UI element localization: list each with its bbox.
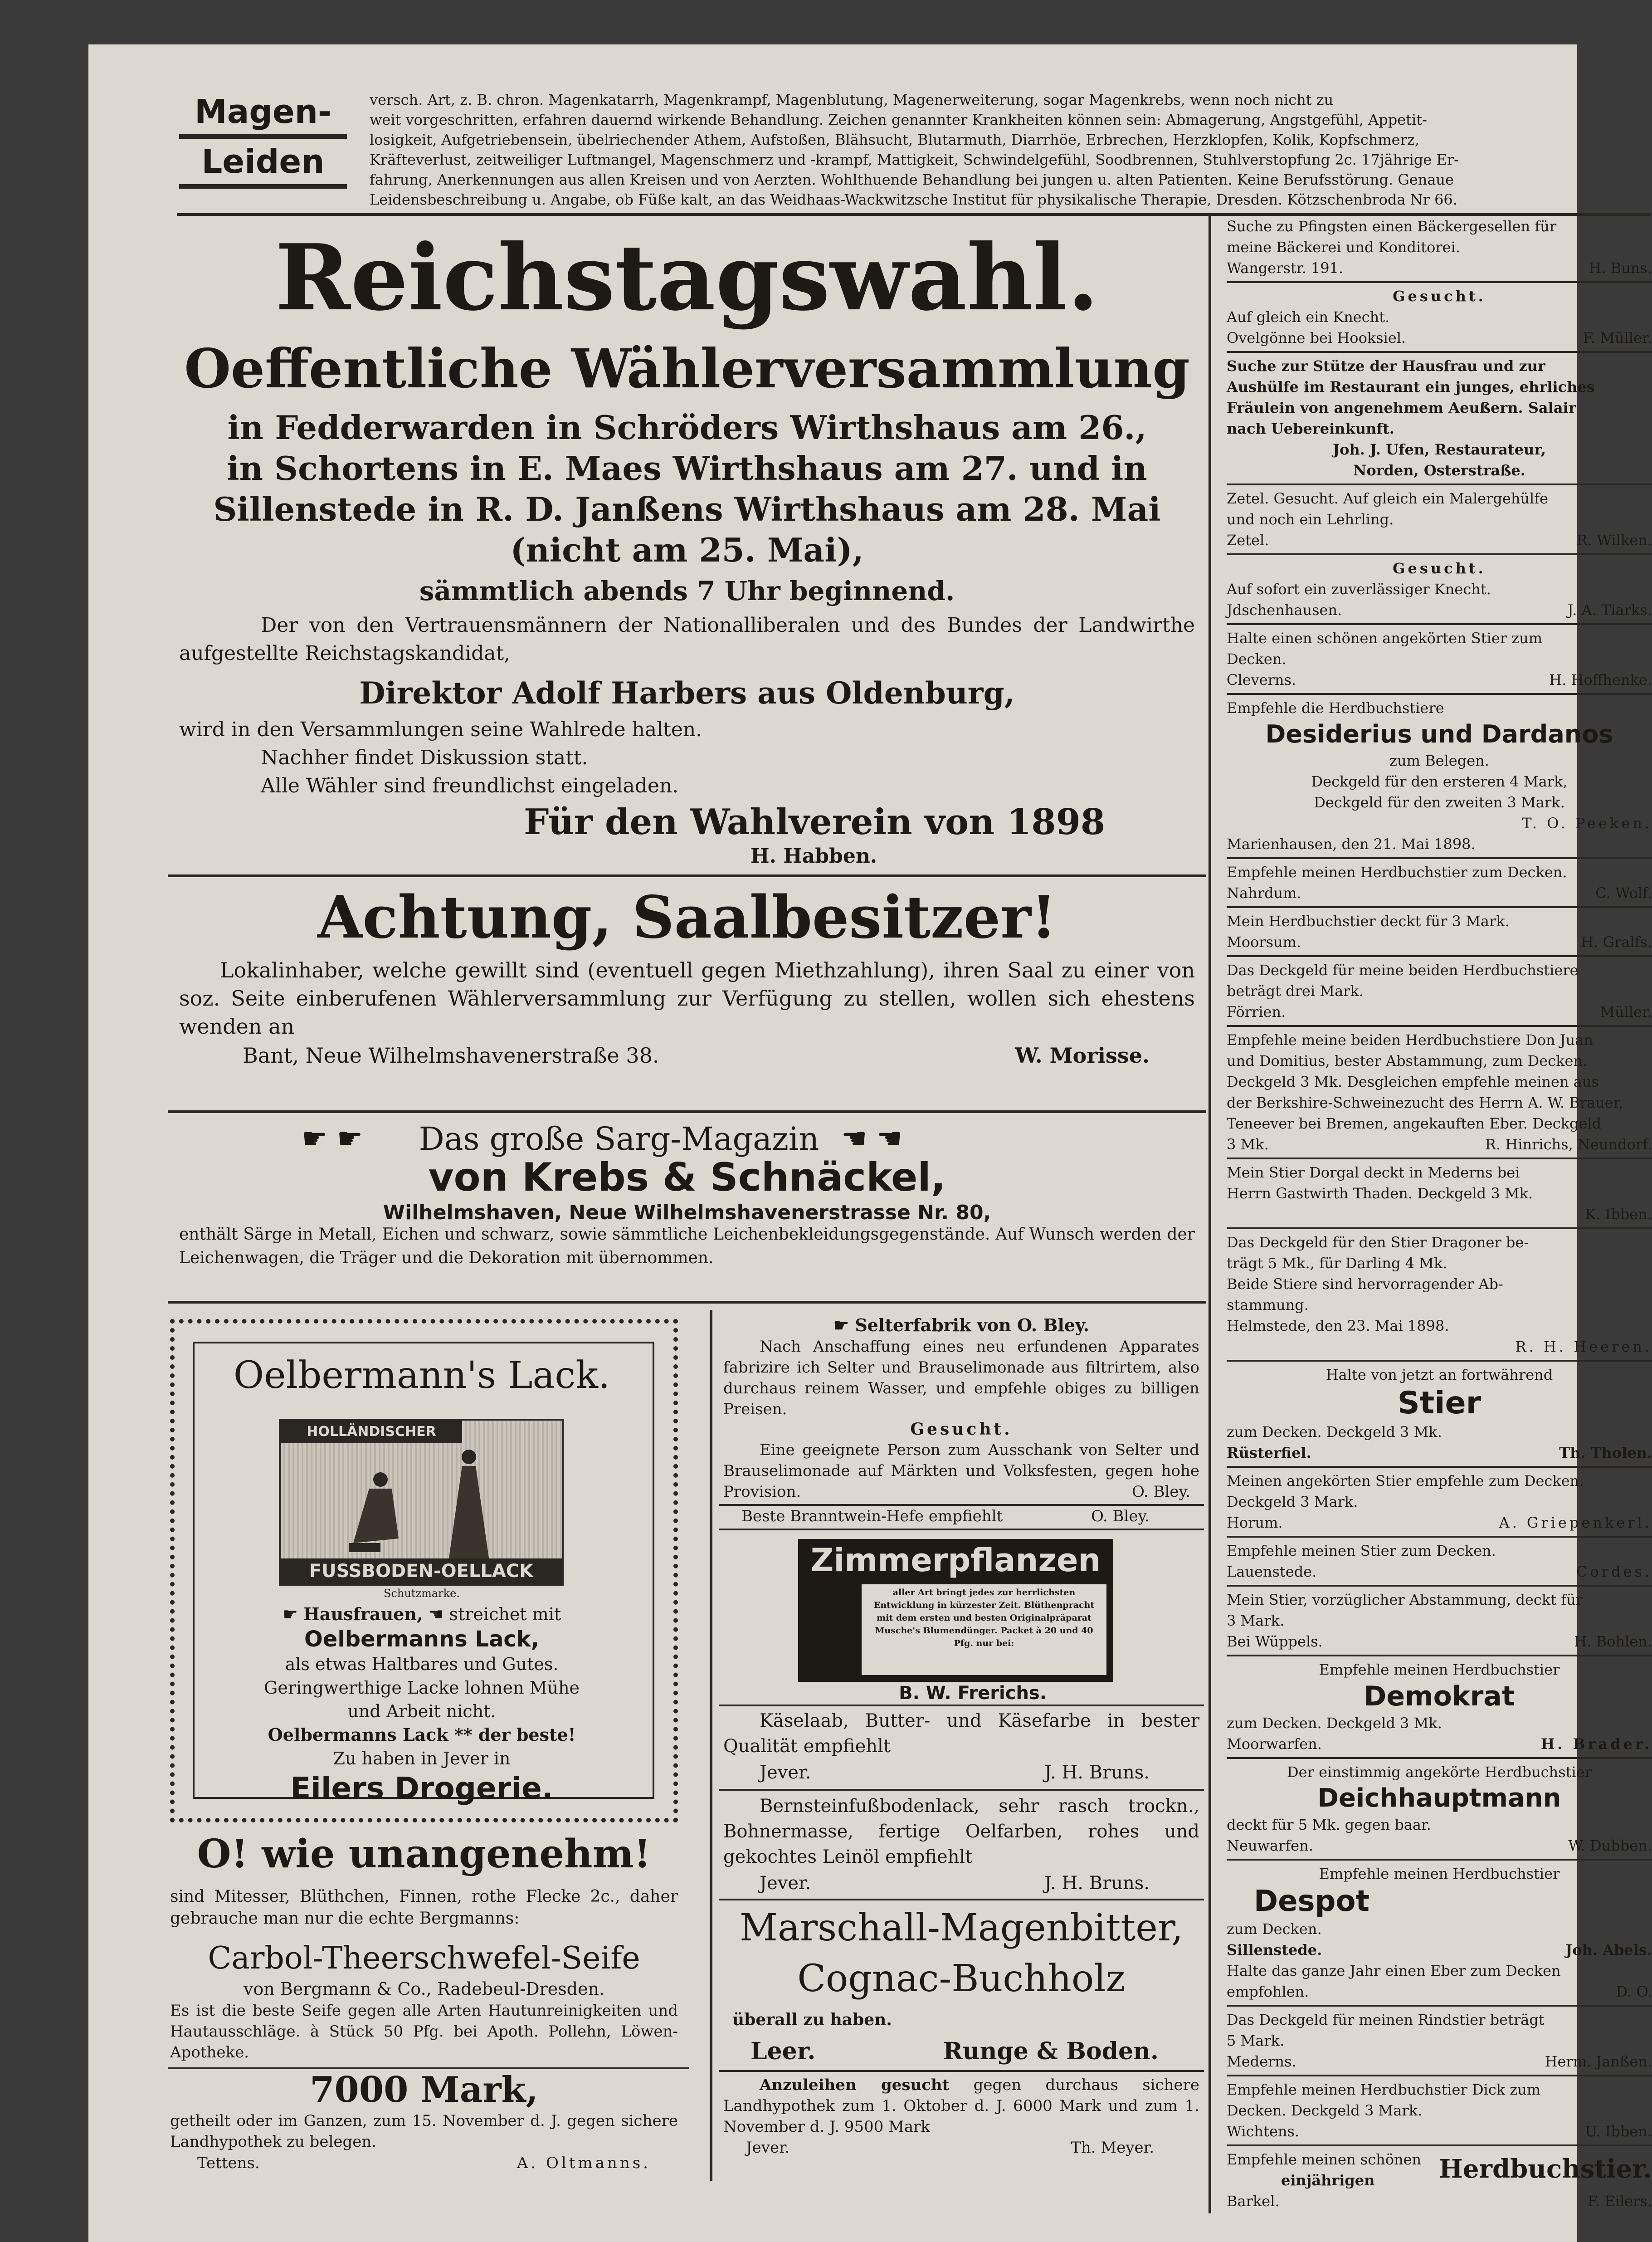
ad-name: H. Brader.: [1541, 1735, 1652, 1753]
magen-line: Leidensbeschreibung u. Angabe, ob Füße kalt, an das Weidhaas-Wackwitzsche Institut für physikalische Therapie, Dresden. Kötzschenbroda Nr 66.: [370, 191, 1457, 208]
ad-name: K. Ibben.: [1585, 1206, 1652, 1223]
lack-img-bottom: FUSSBODEN-OELLACK: [281, 1558, 562, 1584]
ad-eilers: [1227, 2149, 1652, 2212]
bruns1-body: Käselaab, Butter- und Käsefarbe in bester Qualität empfiehlt: [723, 1710, 1199, 1757]
ad-name: Joh. Abels.: [1565, 1941, 1652, 1959]
ad-line: Der einstimmig angekörte Herdbuchstier: [1287, 1763, 1592, 1781]
seife-body2: Es ist die beste Seife gegen alle Arten Hautunreinigkeiten und Hautausschläge. à Stück 50 Pfg. bei Apoth. Pollehn, Löwen-Apotheke.: [170, 2002, 678, 2061]
ad-footer: [1227, 1512, 1652, 1533]
ad-line: trägt 5 Mk., für Darling 4 Mk.: [1227, 1255, 1447, 1272]
ad-big: Herdbuchstier.: [1438, 2154, 1652, 2184]
ad-name: D. O.: [1616, 1983, 1652, 2000]
bruns1-place: Jever.: [760, 1762, 811, 1783]
ad-name: R. H. Heeren.: [1515, 1338, 1652, 1355]
bley-hefe-name: O. Bley.: [1091, 1507, 1150, 1525]
ad-separator: [1227, 1227, 1652, 1229]
lack-line-3: als etwas Haltbares und Gutes.: [285, 1654, 559, 1674]
ad-line: Deckgeld für den zweiten 3 Mark.: [1314, 794, 1565, 811]
lack-img-top: HOLLÄNDISCHER: [281, 1421, 462, 1443]
ad-separator: [1227, 1655, 1652, 1656]
lack-line-7: Zu haben in Jever in: [333, 1749, 511, 1768]
ad-name: C. Wolf.: [1595, 884, 1652, 902]
ad-place: Nahrdum.: [1227, 884, 1301, 902]
ad-place: Ovelgönne bei Hooksiel.: [1227, 329, 1406, 347]
ad-line: Auf gleich ein Knecht.: [1227, 308, 1390, 326]
ad-heeren: [1227, 1232, 1652, 1357]
wahl-subtitle: Oeffentliche Wählerversammlung: [184, 337, 1190, 400]
ad-place: zum Decken.: [1227, 1920, 1322, 1938]
ad-footer: [1227, 1001, 1652, 1022]
ad-line: Beide Stiere sind hervorragender Ab-: [1227, 1275, 1503, 1293]
magen-line: fahrung, Anerkennungen aus allen Kreisen und von Aerzten. Wohlthuende Behandlung bei jungen u. alten Patienten. Keine Berufsstörung. Genaue: [370, 171, 1454, 188]
meyer-name: Th. Meyer.: [1071, 2139, 1154, 2157]
ad-dubben: [1227, 1762, 1652, 1856]
ad-separator: [1227, 484, 1652, 485]
ad-wilken: [1227, 488, 1652, 551]
sarg-body: enthält Särge in Metall, Eichen und schwarz, sowie sämmtliche Leichenbekleidungsgegenstände. Auf Wunsch werden der Leichenwagen, die Träger und die Dekoration mit übernommen.: [179, 1225, 1195, 1267]
ad-line: 3 Mk.: [1227, 1136, 1269, 1153]
ad-separator: [1227, 351, 1652, 353]
ad-line: und noch ein Lehrling.: [1227, 511, 1394, 528]
ad-footer: [1227, 1442, 1652, 1463]
ad-peeken: [1227, 698, 1652, 855]
mark7000-place: Tettens.: [197, 2154, 260, 2172]
ad-place: zum Decken. Deckgeld 3 Mk.: [1227, 1423, 1442, 1441]
bitter-line-3: überall zu haben.: [732, 2010, 892, 2029]
ad-mueller: [1227, 286, 1652, 348]
ad-line: meine Bäckerei und Konditorei.: [1227, 239, 1460, 256]
ad-footer: [1227, 1134, 1652, 1155]
ad-separator: [1227, 2005, 1652, 2007]
ad-line: Fräulein von angenehmem Aeußern. Salair: [1227, 399, 1576, 416]
ad-head: Gesucht.: [1393, 560, 1486, 577]
ad-place: Sillenstede.: [1227, 1941, 1322, 1959]
ad-footer: [1227, 327, 1652, 348]
ad-sign: T. O. Peeken.: [1522, 815, 1652, 832]
magen-body: [370, 90, 1648, 210]
ad-separator: [1227, 2075, 1652, 2076]
ad-name: J. A. Tiarks.: [1567, 601, 1652, 619]
bley-body: Nach Anschaffung eines neu erfundenen Apparates fabrizire ich Selter und Brauselimonade aus filtrirtem, also durchaus reinem Wasser, und empfehle obiges zu billigen Preisen.: [723, 1338, 1199, 1418]
lack-text: [197, 1602, 646, 1807]
wahl-line: in Fedderwarden in Schröders Wirthshaus am 26.,: [227, 408, 1147, 447]
ad-footer: [1227, 600, 1652, 620]
ad-brader: [1227, 1659, 1652, 1754]
hand-icon-left: ☛ ☛: [302, 1122, 363, 1156]
seife-body: sind Mitesser, Blüthchen, Finnen, rothe Flecke 2c., daher gebrauche man nur die echte Bergmanns:: [170, 1887, 678, 1928]
mark7000-body: getheilt oder im Ganzen, zum 15. November d. J. gegen sichere Landhypothek zu belegen.: [170, 2112, 678, 2151]
saal-body: Lokalinhaber, welche gewillt sind (eventuell gegen Miethzahlung), ihren Saal zu einer von soz. Seite einberufenen Wählerversammlung zur Verfügung zu stellen, wollen sich ehestens wenden an: [179, 958, 1195, 1039]
ad-eber: [1227, 1960, 1652, 2002]
ad-line: deckt für 5 Mk. gegen baar.: [1227, 1816, 1431, 1833]
ad-place: Lauenstede.: [1227, 1563, 1317, 1580]
meyer-body: [723, 2075, 1199, 2137]
lack-illustration: [279, 1419, 564, 1586]
mark7000-name: A. Oltmanns.: [517, 2154, 651, 2172]
wahl-sign: H. Habben.: [750, 845, 877, 868]
ad-separator: [1227, 1025, 1652, 1027]
column-divider: [1209, 213, 1211, 2213]
mark7000-title: 7000 Mark,: [310, 2069, 538, 2110]
ad-separator: [1227, 1536, 1652, 1538]
ad-line: 3 Mark.: [1227, 1612, 1285, 1629]
ad-line: Zetel. Gesucht. Auf gleich ein Malergehülfe: [1227, 490, 1549, 507]
ad-separator: [1227, 1585, 1652, 1587]
ad-name: Cordes.: [1576, 1563, 1652, 1580]
lack-mark: Schutzmarke.: [384, 1587, 460, 1600]
bitter-line-2: Cognac-Buchholz: [797, 1957, 1126, 2000]
lack-line-1: [197, 1602, 646, 1626]
bley-sign: O. Bley.: [1132, 1483, 1190, 1501]
bruns1-name: J. H. Bruns.: [1044, 1762, 1150, 1783]
ad-place: Horum.: [1227, 1514, 1283, 1531]
lack-line-4: Geringwerthige Lacke lohnen Mühe: [263, 1678, 580, 1698]
ad-janssen: [1227, 2009, 1652, 2072]
wahl-verein: Für den Wahlverein von 1898: [524, 801, 1106, 843]
lack-hausfrauen: Hausfrauen,: [303, 1604, 423, 1624]
wahl-line: Nachher findet Diskussion statt.: [261, 746, 588, 769]
ad-line: Decken. Deckgeld 3 Mark.: [1227, 2102, 1423, 2119]
ad-name: F. Eilers.: [1587, 2193, 1652, 2210]
wahl-line: wird in den Versammlungen seine Wahlrede halten.: [179, 718, 702, 741]
ad-name: F. Müller.: [1583, 329, 1652, 347]
ad-line: Teneever bei Bremen, angekauften Eber. Deckgeld: [1227, 1115, 1602, 1132]
ad-line: 5 Mark.: [1227, 2032, 1285, 2049]
ad-place: Moorwarfen.: [1227, 1735, 1322, 1753]
ad-name: H. Hoffhenke.: [1549, 671, 1652, 689]
ad-tholen: [1227, 1364, 1652, 1463]
ad-name: Th. Tholen.: [1559, 1444, 1652, 1461]
hand-icon: ☛: [282, 1604, 304, 1624]
ad-name: Herm. Janßen.: [1545, 2053, 1652, 2070]
ad-hinrichs: [1227, 1030, 1652, 1155]
hand-icon: ☛: [833, 1315, 855, 1335]
ad-separator: [1227, 2144, 1652, 2146]
ad-sign: Joh. J. Ufen, Restaurateur,: [1333, 441, 1546, 458]
wahl-title: Reichstagswahl.: [275, 225, 1099, 331]
ad-footer: [1227, 883, 1652, 904]
bruns2-name: J. H. Bruns.: [1044, 1873, 1150, 1894]
ad-place: Barkel.: [1227, 2193, 1280, 2210]
ad-line: Empfehle die Herdbuchstiere: [1227, 699, 1444, 717]
ad-place: Marienhausen, den 21. Mai 1898.: [1227, 835, 1476, 853]
ad-place: zum Decken. Deckgeld 3 Mk.: [1227, 1714, 1442, 1732]
ad-footer: [1227, 1631, 1652, 1652]
inner-divider: [710, 1310, 712, 2181]
ad-footer: [1227, 1734, 1652, 1754]
ad-footer: [1227, 1561, 1652, 1582]
ad-foerrien: [1227, 960, 1652, 1022]
ad-line: Helmstede, den 23. Mai 1898.: [1227, 1317, 1449, 1334]
seife-maker: von Bergmann & Co., Radebeul-Dresden.: [243, 1979, 605, 1999]
seife-title: O! wie unangenehm!: [197, 1831, 651, 1877]
ad-dick: [1227, 2079, 1652, 2142]
ad-footer: [1227, 2191, 1652, 2212]
meyer-place: Jever.: [746, 2139, 790, 2157]
ad-separator: [1227, 281, 1652, 283]
ad-footer: [1227, 1939, 1652, 1960]
ad-tiarks: [1227, 558, 1652, 620]
ad-bohlen: [1227, 1589, 1652, 1652]
saal-footer: [243, 1041, 1150, 1070]
sarg-title: Das große Sarg-Magazin: [419, 1120, 819, 1158]
ad-footer: [1227, 2051, 1652, 2072]
hefe-rule: [719, 1529, 1204, 1530]
ad-place: Jdschenhausen.: [1227, 601, 1342, 619]
ad-ibben: [1227, 1162, 1652, 1225]
bruns2-place: Jever.: [760, 1873, 811, 1894]
lack-line-5: und Arbeit nicht.: [347, 1701, 496, 1721]
ad-separator: [1227, 1757, 1652, 1759]
woman-standing-icon: [444, 1448, 494, 1566]
magen-title-bottom: Leiden: [201, 142, 325, 181]
ad-line: und Domitius, bester Abstammung, zum Decken.: [1227, 1052, 1588, 1070]
wahl-line: Sillenstede in R. D. Janßens Wirthshaus am 28. Mai: [213, 490, 1161, 528]
ad-line: Mein Stier Dorgal deckt in Mederns bei: [1227, 1164, 1520, 1181]
sarg-firm: von Krebs & Schnäckel,: [428, 1155, 946, 1200]
ad-line: einjährigen: [1281, 2172, 1375, 2189]
ad-name: H. Gralfs.: [1581, 933, 1652, 951]
ad-line: Meinen angekörten Stier empfehle zum Decken.: [1227, 1472, 1584, 1490]
ad-separator: [1227, 906, 1652, 908]
bitter-name: Runge & Boden.: [943, 2037, 1159, 2065]
ad-footer: [1227, 1835, 1652, 1856]
ad-line: Empfehle meinen Herdbuchstier zum Decken.: [1227, 864, 1567, 881]
bley-title: [723, 1314, 1199, 1336]
ad-name: Müller.: [1600, 1003, 1652, 1021]
bley-hefe-text: Beste Branntwein-Hefe empfiehlt: [741, 1507, 1003, 1525]
meyer-text: gegen durchaus sichere Landhypothek zum 1. Oktober d. J. 6000 Mark und zum 1. November d. J. 9500 Mark: [723, 2076, 1199, 2136]
ad-line: Deckgeld 3 Mark.: [1227, 1493, 1358, 1510]
wahl-line: (nicht am 25. Mai),: [510, 531, 864, 569]
sarg-address: Wilhelmshaven, Neue Wilhelmshavenerstrasse Nr. 80,: [383, 1201, 991, 1224]
ad-footer: [1227, 258, 1652, 278]
zimmer-title: Zimmerpflanzen: [810, 1542, 1101, 1579]
ad-line: Empfehle meinen Herdbuchstier Dick zum: [1227, 2081, 1541, 2098]
wahl-line: in Schortens in E. Maes Wirthshaus am 27. und in: [227, 449, 1147, 488]
saal-name: W. Morisse.: [1015, 1043, 1150, 1068]
ad-place: Bei Wüppels.: [1227, 1633, 1323, 1650]
ad-separator: [1227, 955, 1652, 957]
bruns2-body: Bernsteinfußbodenlack, sehr rasch trockn., Bohnermasse, fertige Oelfarben, rohes und gekochtes Leinöl empfiehlt: [723, 1796, 1199, 1867]
woman-figure-icon: [344, 1470, 403, 1561]
ad-sign: Norden, Osterstraße.: [1353, 462, 1525, 479]
magen-line: Kräfteverlust, zeitweiliger Luftmangel, Magenschmerz und -krampf, Mattigkeit, Schwindelgefühl, Soodbrennen, Stuhlverstopfung 2c. 17jährige Er-: [370, 151, 1459, 168]
ad-separator: [1227, 1158, 1652, 1159]
lack-shop: Eilers Drogerie.: [290, 1771, 553, 1806]
wahl-body: Der von den Vertrauensmännern der Nationalliberalen und des Bundes der Landwirthe aufgestellte Reichstagskandidat,: [179, 614, 1195, 665]
ad-line: Herrn Gastwirth Thaden. Deckgeld 3 Mk.: [1227, 1185, 1533, 1202]
ad-separator: [1227, 553, 1652, 555]
ad-place: Mederns.: [1227, 2053, 1296, 2070]
ad-footer: [1227, 2121, 1652, 2142]
ad-line: Suche zu Pfingsten einen Bäckergesellen für: [1227, 218, 1557, 235]
ad-line: Mein Herdbuchstier deckt für 3 Mark.: [1227, 913, 1510, 930]
meyer-footer: [746, 2137, 1154, 2158]
bley-body2: Eine geeignete Person zum Ausschank von Selter und Brauselimonade auf Märkten und Volksfesten, gegen hohe Provision.: [723, 1441, 1199, 1501]
ad-line: Suche zur Stütze der Hausfrau und zur: [1227, 357, 1545, 375]
bitter-footer: [750, 2036, 1159, 2067]
ad-line: Halte einen schönen angekörten Stier zum: [1227, 630, 1543, 647]
wahl-candidate: Direktor Adolf Harbers aus Oldenburg,: [359, 675, 1015, 711]
bley-hefe: [741, 1506, 1150, 1527]
ad-big: Desiderius und Dardanos: [1265, 720, 1613, 748]
ad-line: Auf sofort ein zuverlässiger Knecht.: [1227, 581, 1491, 598]
wahl-line: Alle Wähler sind freundlichst eingeladen.: [261, 774, 679, 797]
sarg-rule: [168, 1301, 1206, 1304]
ad-separator: [1227, 1466, 1652, 1468]
seife-product: Carbol-Theerschwefel-Seife: [208, 1940, 640, 1976]
ad-cordes: [1227, 1540, 1652, 1582]
wahl-line: sämmtlich abends 7 Uhr beginnend.: [419, 576, 955, 606]
mark7000-footer: [197, 2153, 651, 2174]
saal-address: Bant, Neue Wilhelmshavenerstraße 38.: [243, 1043, 659, 1068]
ad-footer: [1227, 669, 1652, 690]
ad-line: beträgt drei Mark.: [1227, 982, 1364, 1000]
wahl-locations: [177, 407, 1197, 611]
ad-line: Empfehle meine beiden Herdbuchstiere Don Juan: [1227, 1031, 1593, 1049]
ad-separator: [1227, 1859, 1652, 1861]
ad-line: Das Deckgeld für den Stier Dragoner be-: [1227, 1234, 1529, 1251]
ad-griepenkerl: [1227, 1470, 1652, 1533]
ad-separator: [1227, 857, 1652, 859]
ad-name: U. Ibben.: [1585, 2123, 1652, 2140]
ad-line: Aushülfe im Restaurant ein junges, ehrliches: [1227, 378, 1595, 396]
ad-line: Empfehle meinen schönen: [1227, 2151, 1422, 2168]
magen-line: versch. Art, z. B. chron. Magenkatarrh, Magenkrampf, Magenblutung, Magenerweiterung, sogar Magenkrebs, wenn noch nicht zu: [370, 91, 1334, 108]
ad-ufen: [1227, 356, 1652, 481]
ad-place: Rüsterfiel.: [1227, 1444, 1311, 1461]
ad-line: Deckgeld 3 Mk. Desgleichen empfehle meinen aus: [1227, 1073, 1599, 1090]
ad-line: Mein Stier, vorzüglicher Abstammung, deckt für: [1227, 1591, 1583, 1608]
bruns2-footer: [760, 1871, 1150, 1896]
ad-line: empfohlen.: [1227, 1983, 1309, 2000]
magen-line: weit vorgeschritten, erfahren dauernd wirkende Behandlung. Zeichen genannter Krankheiten können sein: Abmagerung, Angstgefühl, Appetit-: [370, 111, 1427, 128]
meyer-title: Anzuleihen gesucht: [760, 2076, 950, 2094]
ad-line: Empfehle meinen Herdbuchstier: [1319, 1661, 1560, 1678]
magen-title-rule-bottom: [179, 184, 347, 189]
ad-place: Zetel.: [1227, 532, 1269, 549]
ad-place: Wangerstr. 191.: [1227, 259, 1344, 277]
bruns1-rule: [719, 1789, 1204, 1791]
saal-title: Achtung, Saalbesitzer!: [317, 884, 1057, 952]
ad-line: stammung.: [1227, 1296, 1309, 1314]
ad-footer: [1227, 932, 1652, 952]
ad-name: R. Hinrichs, Neundorf.: [1485, 1136, 1652, 1153]
ad-line: der Berkshire-Schweinezucht des Herrn A. W. Brauer,: [1227, 1094, 1623, 1111]
lack-title: Oelbermann's Lack.: [233, 1354, 610, 1397]
wahl-rule: [168, 874, 1206, 877]
bitter-line-1: Marschall-Magenbitter,: [740, 1906, 1183, 1949]
ad-name: H. Buns.: [1589, 259, 1652, 277]
ad-name: A. Griepenkerl.: [1499, 1514, 1652, 1531]
ad-place: Wichtens.: [1227, 2123, 1300, 2140]
zimmer-rule: [719, 1705, 1204, 1706]
ad-head: Gesucht.: [1393, 288, 1486, 305]
ad-big: Deichhauptmann: [1317, 1783, 1561, 1813]
ad-hoffhenke: [1227, 628, 1652, 690]
lack-line-6: Oelbermanns Lack ** der beste!: [268, 1724, 576, 1745]
ad-footer: [1227, 530, 1652, 551]
ad-line: Empfehle meinen Herdbuchstier: [1319, 1865, 1560, 1882]
ad-line: Deckgeld für den ersteren 4 Mark,: [1311, 773, 1568, 790]
ad-line: Decken.: [1227, 650, 1287, 668]
right-column: [1227, 216, 1652, 2210]
ad-place: Moorsum.: [1227, 933, 1301, 951]
bley-title-text: Selterfabrik von O. Bley.: [855, 1315, 1089, 1335]
ad-separator: [1227, 623, 1652, 625]
ad-big: Despot: [1254, 1885, 1369, 1918]
zimmer-dealer: B. W. Frerichs.: [899, 1683, 1047, 1704]
zimmer-ad: [798, 1539, 1113, 1682]
ad-big: Demokrat: [1364, 1680, 1515, 1712]
magen-title-rule: [179, 134, 347, 139]
ad-line: Das Deckgeld für meinen Rindstier beträgt: [1227, 2011, 1545, 2028]
ad-line: Halte von jetzt an fortwährend: [1325, 1366, 1553, 1383]
ad-abels: [1227, 1863, 1652, 1960]
ad-name: H. Bohlen.: [1574, 1633, 1652, 1650]
bruns2-rule: [719, 1899, 1204, 1900]
bruns1-footer: [760, 1760, 1150, 1785]
ad-footer: [1227, 1981, 1652, 2002]
ad-separator: [1227, 1360, 1652, 1362]
ad-place: Cleverns.: [1227, 671, 1296, 689]
hand-icon-right: ☚ ☚: [841, 1122, 903, 1156]
lack-line-2: Oelbermanns Lack,: [304, 1627, 539, 1652]
ad-line: nach Uebereinkunft.: [1227, 420, 1394, 437]
newspaper-page: [88, 44, 1652, 2242]
zimmer-text-box: [862, 1584, 1106, 1675]
ad-name: R. Wilken.: [1576, 532, 1652, 549]
bitter-place: Leer.: [750, 2037, 816, 2065]
magen-line: losigkeit, Aufgetriebensein, übelriechender Athem, Aufstoßen, Blähsucht, Blutarmuth, Diarrhöe, Erbrechen, Herzklopfen, Kolik, Kopfschmerz,: [370, 131, 1419, 148]
zimmer-body: aller Art bringt jedes zur herrlichsten Entwicklung in kürzester Zeit. Blüthenpracht mit dem ersten und besten Originalpräparat Musche's Blumendünger. Packet à 20 und 40 Pfg. nur bei:: [873, 1587, 1095, 1648]
ad-gralfs: [1227, 911, 1652, 952]
ad-big: Stier: [1397, 1385, 1481, 1421]
ad-line: Empfehle meinen Stier zum Decken.: [1227, 1542, 1496, 1559]
ad-buns: [1227, 216, 1652, 278]
ad-name: W. Dubben.: [1568, 1837, 1652, 1854]
ad-line: Das Deckgeld für meine beiden Herdbuchstiere: [1227, 962, 1579, 979]
ad-place: Förrien.: [1227, 1003, 1286, 1021]
bitter-rule: [719, 2070, 1204, 2072]
ad-line: Halte das ganze Jahr einen Eber zum Decken: [1227, 1962, 1561, 1979]
lack-streichet: streichet mit: [449, 1604, 561, 1624]
ad-place: Neuwarfen.: [1227, 1837, 1313, 1854]
magen-title-top: Magen-: [195, 93, 331, 131]
saal-rule: [168, 1110, 1206, 1113]
hand-icon: ☚: [428, 1604, 449, 1624]
bley-gesucht: Gesucht.: [910, 1420, 1013, 1439]
ad-line: zum Belegen.: [1389, 752, 1489, 769]
ad-separator: [1227, 693, 1652, 695]
ad-wolf: [1227, 862, 1652, 904]
wahl-body2: [179, 716, 1195, 800]
